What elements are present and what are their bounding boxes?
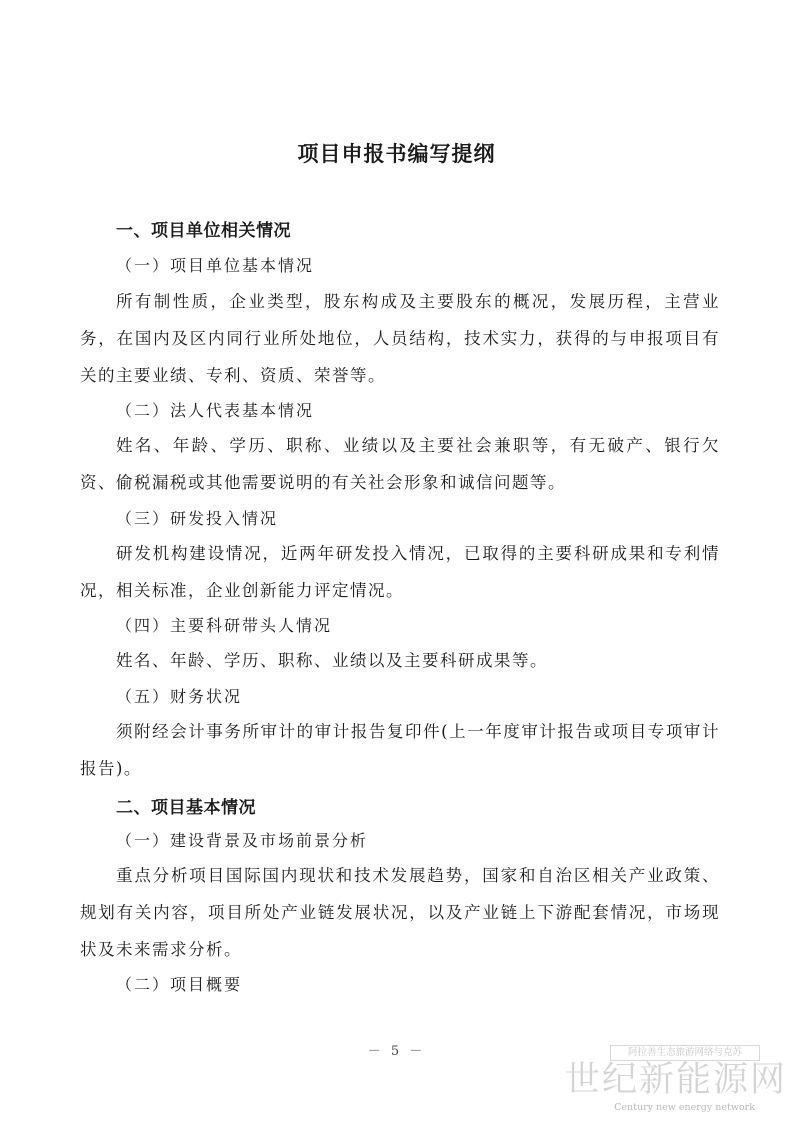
paragraph-1-2: 姓名、年龄、学历、职称、业绩以及主要社会兼职等，有无破产、银行欠资、偷税漏税或其他需要说明的有关社会形象和诚信问题等。 — [80, 436, 720, 492]
watermark-caption: 阿拉善生态旅游网络与克苏 — [610, 1045, 760, 1061]
subsection-heading-1-4: （四）主要科研带头人情况 — [116, 616, 333, 635]
subsection-heading-1-2: （二）法人代表基本情况 — [116, 401, 315, 420]
subsection-heading-1-3: （三）研发投入情况 — [116, 509, 279, 528]
subsection-heading-1-5: （五）财务状况 — [116, 687, 243, 706]
paragraph-1-1: 所有制性质，企业类型，股东构成及主要股东的概况，发展历程，主营业务，在国内及区内同行业所处地位，人员结构，技术实力，获得的与申报项目有关的主要业绩、专利、资质、荣誉等。 — [80, 292, 720, 385]
paragraph-2-1: 重点分析项目国际国内现状和技术发展趋势，国家和自治区相关产业政策、规划有关内容，项目所处产业链发展状况，以及产业链上下游配套情况，市场现状及未来需求分析。 — [80, 866, 720, 959]
subsection-heading-1-1: （一）项目单位基本情况 — [116, 256, 315, 275]
document-title: 项目申报书编写提纲 — [297, 142, 496, 166]
paragraph-1-3: 研发机构建设情况，近两年研发投入情况，已取得的主要科研成果和专利情况，相关标准，企业创新能力评定情况。 — [80, 544, 720, 600]
section-heading-1: 一、项目单位相关情况 — [116, 221, 291, 241]
subsection-heading-2-2: （二）项目概要 — [116, 975, 243, 994]
paragraph-1-5: 须附经会计事务所审计的审计报告复印件(上一年度审计报告或项目专项审计报告)。 — [80, 722, 720, 778]
watermark-logo: 世纪新能源网 — [565, 1060, 788, 1100]
section-heading-2: 二、项目基本情况 — [116, 798, 256, 818]
watermark-subtitle: Century new energy network — [614, 1102, 755, 1113]
paragraph-1-4: 姓名、年龄、学历、职称、业绩以及主要科研成果等。 — [116, 651, 548, 670]
subsection-heading-2-1: （一）建设背景及市场前景分析 — [116, 831, 369, 850]
page-number: － 5 － — [367, 1044, 426, 1059]
